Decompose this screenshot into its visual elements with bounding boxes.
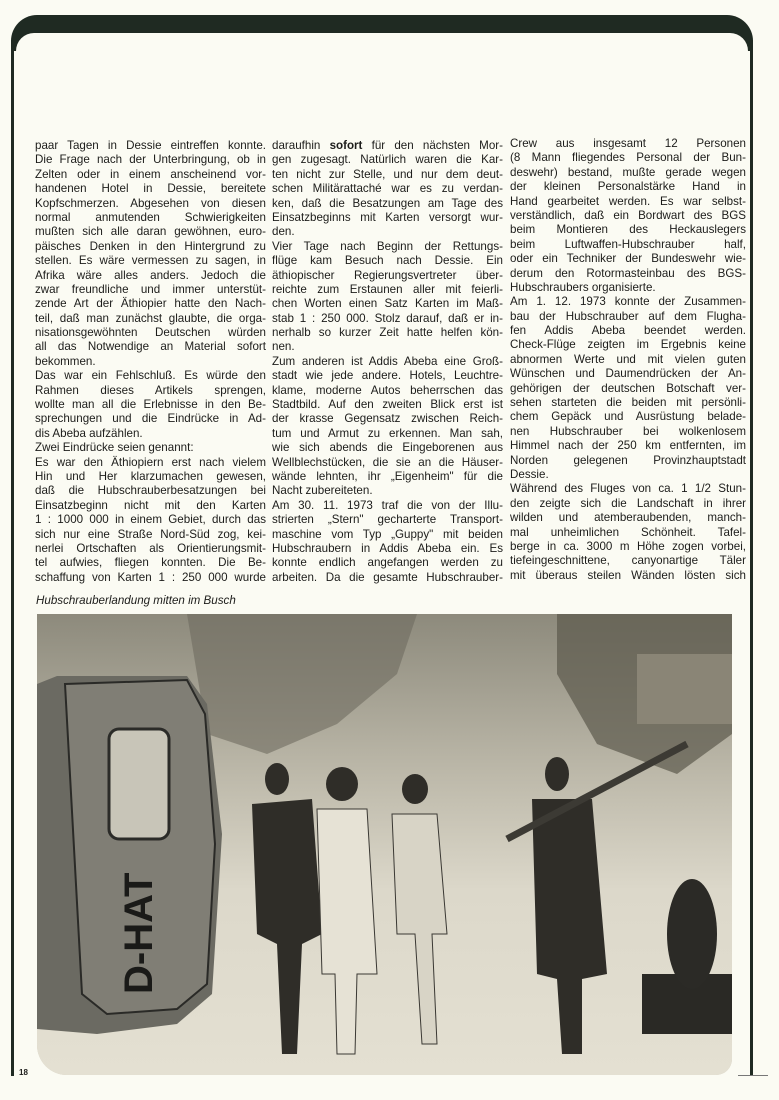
text-line: Wellblechstücken, die sie an die Häuser-: [272, 455, 503, 469]
text-line: nen Hubschrauber bei wolkenlosem: [510, 424, 746, 438]
text-line: oder ein Techniker der Bundeswehr wie-: [510, 252, 746, 266]
text-line: zwar freundliche und immer unterstüt-: [35, 282, 266, 296]
text-line: Stadtbild. Auf den zweiten Blick erst ist: [272, 398, 503, 412]
text-line: bau der Hubschrauber auf dem Flugha-: [510, 309, 746, 323]
text-line: derum den Rotormasteinbau des BGS-: [510, 266, 746, 280]
text-line: schaffung von Karten 1 : 250 000 wurde: [35, 570, 266, 584]
text-line: Am 30. 11. 1973 traf die von der Illu-: [272, 498, 503, 512]
text-line: stellen. Es wäre vermessen zu sagen, in: [35, 254, 266, 268]
text-line: deswehr) bestand, mußte gerade wegen: [510, 165, 746, 179]
text-line: sehen starteten die beiden mit persönli-: [510, 396, 746, 410]
text-line: päisches Denken in den Hintergrund zu: [35, 239, 266, 253]
text-line: Vier Tage nach Beginn der Rettungs-: [272, 239, 503, 253]
text-line: nerlei Ortschaften als Orientierungsmit-: [35, 541, 266, 555]
text-line: nen.: [272, 340, 295, 354]
text-line: Dessie.: [510, 467, 549, 481]
page-frame-inner: [16, 33, 748, 73]
photo-caption: Hubschrauberlandung mitten im Busch: [36, 594, 236, 607]
text-column-3: [510, 137, 746, 583]
text-line: der krasse Gegensatz zwischen Reich-: [272, 412, 503, 426]
text-line: Himmel nach der 250 km entfernten, im: [510, 439, 746, 453]
text-line: Während des Fluges von ca. 1 1/2 Stun-: [510, 482, 746, 496]
text-line: Einsatzbeginn nicht mit den Karten: [35, 498, 266, 512]
photo-hut: [637, 654, 732, 724]
text-line: dis Abeba aufzählen.: [35, 426, 143, 440]
text-line: (8 Mann fliegendes Personal der Bun-: [510, 151, 746, 165]
text-line: strierten „Stern" gecharterte Transport-: [272, 513, 503, 527]
text-line: verständlich, daß ein Bordwart des BGS: [510, 208, 746, 222]
text-line: Hubschraubers organisierte.: [510, 280, 656, 294]
text-line: Wünschen und Daumendrücken der An-: [510, 367, 746, 381]
page-frame-left-rule: [11, 40, 14, 1076]
text-line: wilden und atemberaubenden, manch-: [510, 511, 746, 525]
text-line: handenen Hotel in Dessie, bereitete: [35, 182, 266, 196]
text-line: normal anmutenden Schwierigkeiten: [35, 210, 266, 224]
text-line: Hin und Her klarzumachen gewesen,: [35, 469, 266, 483]
text-line: gen zugesagt. Natürlich waren die Kar-: [272, 153, 503, 167]
text-line: [272, 139, 503, 153]
text-line: sprechungen und die Eindrücke in Ad-: [35, 412, 266, 426]
text-line: chem Gepäck und Ausrüstung belade-: [510, 410, 746, 424]
text-line: ken, daß die Besatzungen am Tage des: [272, 196, 503, 210]
text-line: chen Worten einen Satz Karten im Maß-: [272, 297, 503, 311]
text-line: Hubschraubern in Addis Abeba ein. Es: [272, 541, 503, 555]
text-line: mal unheimlichen Schönheit. Tafel-: [510, 525, 746, 539]
text-line: nerhalb so kurzer Zeit hatte helfen kön-: [272, 326, 503, 340]
text-line: konnte endlich angefangen werden zu: [272, 556, 503, 570]
text-line: mit überaus steilen Wänden lösten sich: [510, 568, 746, 582]
text-line: Einsatzbeginns mit Karten versorgt wur-: [272, 210, 503, 224]
text-line: nisationsgewöhnten Deutschen würden: [35, 326, 266, 340]
text-line: stadt wie jede andere. Hotels, Leuchtre-: [272, 369, 503, 383]
text-line: beim Luftwaffen-Hubschrauber half,: [510, 237, 746, 251]
text-column-1: [35, 139, 266, 585]
text-segment: für den nächsten Mor-: [362, 139, 503, 152]
text-line: tiefeingeschnittene, canyonartige Täler: [510, 554, 746, 568]
text-line: sich nur eine Straße Nord-Süd zog, kei-: [35, 527, 266, 541]
text-line: daß die Hubschrauberbesatzungen bei: [35, 484, 266, 498]
text-line: Afrika wäre alles anders. Jedoch die: [35, 268, 266, 282]
text-line: abnormen Werte und mit vielen guten: [510, 352, 746, 366]
text-line: tel aufwies, fliegen konnten. Die Be-: [35, 556, 266, 570]
page-frame-right-rule: [750, 40, 753, 1076]
text-line: Nacht zubereiteten.: [272, 484, 373, 498]
text-line: schen Militärattaché war es zu verdan-: [272, 182, 503, 196]
photo-helicopter-landing: [37, 614, 732, 1075]
text-line: Zum anderen ist Addis Abeba eine Groß-: [272, 354, 503, 368]
text-line: Zwei Eindrücke seien genannt:: [35, 441, 194, 455]
text-line: zende Art der Äthiopier hatte den Nach-: [35, 297, 266, 311]
text-line: flüge kam Besuch nach Dessie. Ein: [272, 254, 503, 268]
text-line: reichte zum Erstaunen aller mit feierli-: [272, 282, 503, 296]
text-line: bekommen.: [35, 354, 96, 368]
text-segment: daraufhin: [272, 139, 330, 152]
text-line: der kleinen Personalstärke Hand in: [510, 180, 746, 194]
bold-emphasis: sofort: [329, 139, 363, 152]
text-line: all das Notwendige an Material sofort: [35, 340, 266, 354]
text-line: Die Frage nach der Unterbringung, ob in: [35, 153, 266, 167]
text-line: wie sich abends die Eingeborenen aus: [272, 441, 503, 455]
text-line: Hand gearbeitet werden. Es war selbst-: [510, 194, 746, 208]
text-line: Check-Flüge zeigten im Ergebnis keine: [510, 338, 746, 352]
text-line: tum und Armut zu erkennen. Man sah,: [272, 426, 503, 440]
text-line: 1 : 1000 000 in einem Gebiet, durch das: [35, 513, 266, 527]
text-line: äthiopischer Regierungsvertreter über-: [272, 268, 503, 282]
text-line: Kopfschmerzen. Abgesehen von diesen: [35, 196, 266, 210]
text-line: arbeiten. Da die gesamte Hubschrauber-: [272, 570, 503, 584]
page-number: 18: [19, 1068, 28, 1077]
text-line: mußten sich alle daran gewöhnen, euro-: [35, 225, 266, 239]
text-line: Das war ein Fehlschluß. Es würde den: [35, 369, 266, 383]
text-line: Crew aus insgesamt 12 Personen: [510, 137, 746, 150]
photo-helicopter-window: [109, 729, 169, 839]
text-line: stab 1 : 250 000. Stolz darauf, daß er in-: [272, 311, 503, 325]
text-line: Rahmen dieses Artikels sprengen,: [35, 383, 266, 397]
text-line: gehörigen der deutschen Botschaft ver-: [510, 381, 746, 395]
text-column-2: [272, 139, 503, 585]
photo-registration-lettering: D-HAT: [117, 872, 161, 994]
text-line: paar Tagen in Dessie eintreffen konnte.: [35, 139, 266, 152]
text-line: maschine vom Typ „Guppy" mit beiden: [272, 527, 503, 541]
crop-mark: [738, 1075, 768, 1076]
text-line: fen Addis Abeba beendet werden.: [510, 324, 746, 338]
text-line: Norden gelegenen Provinzhauptstadt: [510, 453, 746, 467]
text-line: klame, moderne Autos beherrschen das: [272, 383, 503, 397]
text-line: teil, daß man zunächst glaubte, die orga-: [35, 311, 266, 325]
text-line: Zelten oder in einem anscheinend vor-: [35, 167, 266, 181]
text-line: Am 1. 12. 1973 konnte der Zusammen-: [510, 295, 746, 309]
text-line: Es war den Äthiopiern erst nach vielem: [35, 455, 266, 469]
text-line: den.: [272, 225, 295, 239]
text-line: beim Montieren des Heckauslegers: [510, 223, 746, 237]
photo-seated-figure: [667, 879, 717, 989]
text-line: berge in ca. 3000 m Höhe zogen vorbei,: [510, 539, 746, 553]
text-line: ten nicht zur Stelle, und nur dem deut-: [272, 167, 503, 181]
text-line: wollte man all die Erlebnisse in den Be-: [35, 398, 266, 412]
text-line: den zeigte sich die Landschaft in ihrer: [510, 496, 746, 510]
text-line: wände lehnten, ihr „Eigenheim" für die: [272, 469, 503, 483]
